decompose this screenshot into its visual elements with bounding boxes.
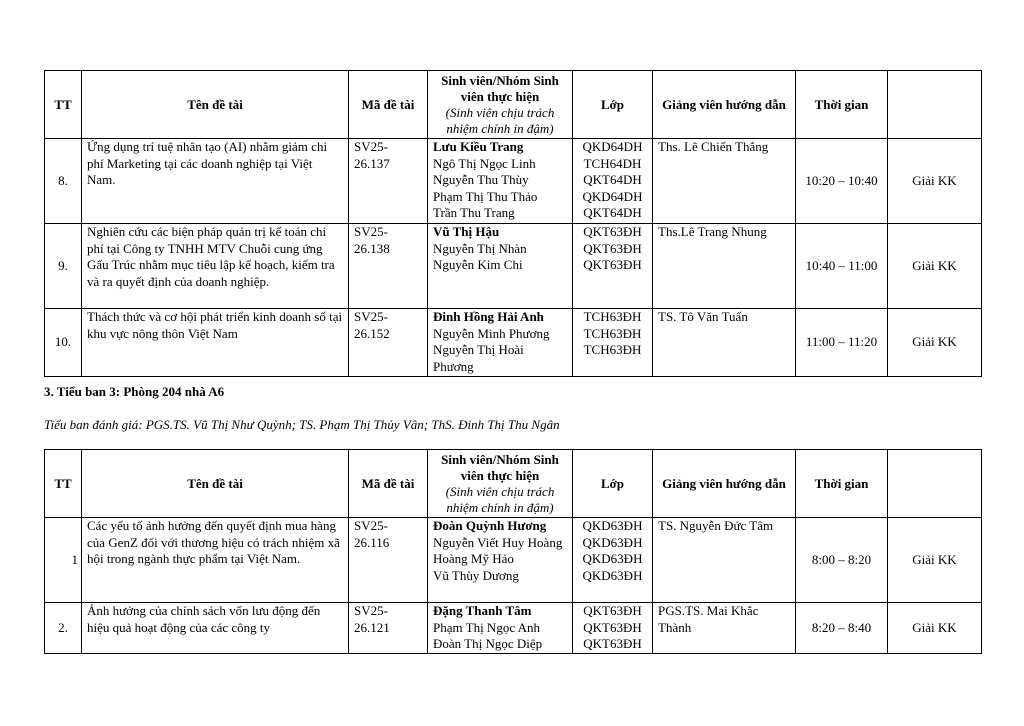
- row-topic: Các yếu tố ảnh hưởng đến quyết định mua hàng của GenZ đối với thương hiệu có trách nhiệm xã hội trong ngành thực phẩm tại Việt Nam.: [82, 518, 349, 603]
- table-header-row: [45, 450, 982, 518]
- student: Nguyễn Minh Phương: [433, 325, 550, 341]
- row-students: [428, 224, 573, 309]
- header-class: Lớp: [573, 450, 653, 518]
- student: Vũ Thùy Dương: [433, 567, 519, 583]
- row-classes: [573, 224, 653, 309]
- table-row: [45, 518, 982, 603]
- row-advisor: Ths. Lê Chiến Thắng: [653, 139, 796, 224]
- class-code: QKT64DH: [583, 205, 642, 220]
- class-code: QKT64DH: [583, 172, 642, 187]
- lead-student: Đặng Thanh Tâm: [433, 603, 532, 618]
- table-row: [45, 139, 982, 224]
- header-students-label: Sinh viên/Nhóm Sinh viên thực hiện: [441, 451, 559, 483]
- table-row: [45, 309, 982, 377]
- student: Nguyễn Viết Huy Hoàng: [433, 534, 563, 550]
- row-tt: 10.: [45, 309, 82, 377]
- row-topic: Ứng dụng trí tuệ nhân tạo (AI) nhằm giảm chi phí Marketing tại các doanh nghiệp tại Việt Nam.: [82, 139, 349, 224]
- table-row: [45, 603, 982, 654]
- class-code: QKT63ĐH: [583, 257, 642, 272]
- row-topic: Thách thức và cơ hội phát triển kinh doanh số tại khu vực nông thôn Việt Nam: [82, 309, 349, 377]
- committee-members: Tiểu ban đánh giá: PGS.TS. Vũ Thị Như Quỳnh; TS. Phạm Thị Thủy Vân; ThS. Đinh Thị Thu Ngân: [44, 417, 560, 432]
- header-students-label: Sinh viên/Nhóm Sinh viên thực hiện: [441, 72, 559, 104]
- class-code: QKD63ĐH: [582, 518, 643, 533]
- student: Nguyễn Kim Chi: [433, 257, 523, 272]
- row-students: [428, 309, 573, 377]
- lead-student: Vũ Thị Hậu: [433, 224, 500, 239]
- student: Đoàn Thị Ngọc Diệp: [433, 636, 543, 651]
- student: Nguyễn Thị Nhàn: [433, 240, 527, 256]
- class-code: TCH64DH: [583, 155, 642, 171]
- row-code: SV25-26.116: [349, 518, 428, 603]
- row-advisor: Ths.Lê Trang Nhung: [653, 224, 796, 309]
- student: Phạm Thị Ngọc Anh: [433, 619, 541, 635]
- row-code: SV25-26.137: [349, 139, 428, 224]
- class-code: QKT63ĐH: [583, 224, 642, 239]
- row-advisor: TS. Tô Văn Tuấn: [653, 309, 796, 377]
- row-students: [428, 603, 573, 654]
- class-code: QKD64DH: [582, 139, 643, 154]
- row-prize: Giải KK: [888, 518, 982, 603]
- header-prize: [888, 71, 982, 139]
- header-time: Thời gian: [796, 450, 888, 518]
- header-tt: TT: [45, 71, 82, 139]
- row-code: SV25-26.152: [349, 309, 428, 377]
- header-students: [428, 450, 573, 518]
- row-time: 11:00 – 11:20: [796, 309, 888, 377]
- class-code: QKT63ĐH: [583, 619, 642, 635]
- section-title: 3. Tiểu ban 3: Phòng 204 nhà A6: [44, 384, 225, 399]
- header-time: Thời gian: [796, 71, 888, 139]
- header-topic: Tên đề tài: [82, 450, 349, 518]
- student: Hoàng Mỹ Hảo: [433, 551, 514, 566]
- row-time: 8:20 – 8:40: [796, 603, 888, 654]
- committee-3-table: [44, 449, 982, 654]
- class-code: QKD63ĐH: [582, 551, 643, 566]
- row-time: 10:20 – 10:40: [796, 139, 888, 224]
- class-code: QKD63ĐH: [582, 567, 643, 583]
- header-class: Lớp: [573, 71, 653, 139]
- header-code: Mã đề tài: [349, 71, 428, 139]
- lead-student: Đoàn Quỳnh Hương: [433, 518, 547, 533]
- row-code: SV25-26.138: [349, 224, 428, 309]
- header-students-note: (Sinh viên chịu trách nhiệm chính in đậm): [445, 104, 555, 136]
- header-students: [428, 71, 573, 139]
- student: Phạm Thị Thu Thảo: [433, 188, 538, 204]
- row-tt: 8.: [45, 139, 82, 224]
- class-code: TCH63ĐH: [583, 325, 642, 341]
- header-prize: [888, 450, 982, 518]
- table-row: [45, 224, 982, 309]
- class-code: QKD64DH: [582, 188, 643, 204]
- row-classes: [573, 603, 653, 654]
- row-tt: 9.: [45, 224, 82, 309]
- student: Ngô Thị Ngọc Linh: [433, 155, 536, 171]
- row-prize: Giải KK: [888, 139, 982, 224]
- row-prize: Giải KK: [888, 603, 982, 654]
- student: Nguyễn Thu Thùy: [433, 172, 529, 187]
- committee-2-table: [44, 70, 982, 377]
- row-students: [428, 518, 573, 603]
- header-students-note: (Sinh viên chịu trách nhiệm chính in đậm): [445, 483, 555, 515]
- student: Trần Thu Trang: [433, 205, 515, 220]
- class-code: QKT63ĐH: [583, 240, 642, 256]
- header-code: Mã đề tài: [349, 450, 428, 518]
- lead-student: Lưu Kiều Trang: [433, 139, 524, 154]
- row-prize: Giải KK: [888, 309, 982, 377]
- row-students: [428, 139, 573, 224]
- header-tt: TT: [45, 450, 82, 518]
- row-time: 8:00 – 8:20: [796, 518, 888, 603]
- student: Nguyễn Thị Hoài Phương: [433, 342, 524, 374]
- row-advisor: PGS.TS. Mai Khắc Thành: [653, 603, 796, 654]
- row-code: SV25-26.121: [349, 603, 428, 654]
- row-tt: 1: [45, 518, 82, 603]
- row-tt: 2.: [45, 603, 82, 654]
- row-classes: [573, 518, 653, 603]
- header-advisor: Giảng viên hướng dẫn: [653, 450, 796, 518]
- row-topic: Nghiên cứu các biện pháp quản trị kế toán chi phí tại Công ty TNHH MTV Chuỗi cung ứng Gấu Trúc nhằm mục tiêu lập kế hoạch, kiểm tra và ra quyết định của doanh nghiệp.: [82, 224, 349, 309]
- header-advisor: Giảng viên hướng dẫn: [653, 71, 796, 139]
- row-advisor: TS. Nguyễn Đức Tâm: [653, 518, 796, 603]
- row-topic: Ảnh hưởng của chính sách vốn lưu động đến hiệu quả hoạt động của các công ty: [82, 603, 349, 654]
- class-code: QKT63ĐH: [583, 603, 642, 618]
- row-classes: [573, 139, 653, 224]
- class-code: TCH63ĐH: [583, 342, 642, 357]
- row-classes: [573, 309, 653, 377]
- class-code: QKT63ĐH: [583, 636, 642, 651]
- row-prize: Giải KK: [888, 224, 982, 309]
- class-code: QKD63ĐH: [582, 534, 643, 550]
- row-time: 10:40 – 11:00: [796, 224, 888, 309]
- class-code: TCH63ĐH: [583, 309, 642, 324]
- lead-student: Đinh Hồng Hải Anh: [433, 309, 544, 324]
- header-topic: Tên đề tài: [82, 71, 349, 139]
- table-header-row: [45, 71, 982, 139]
